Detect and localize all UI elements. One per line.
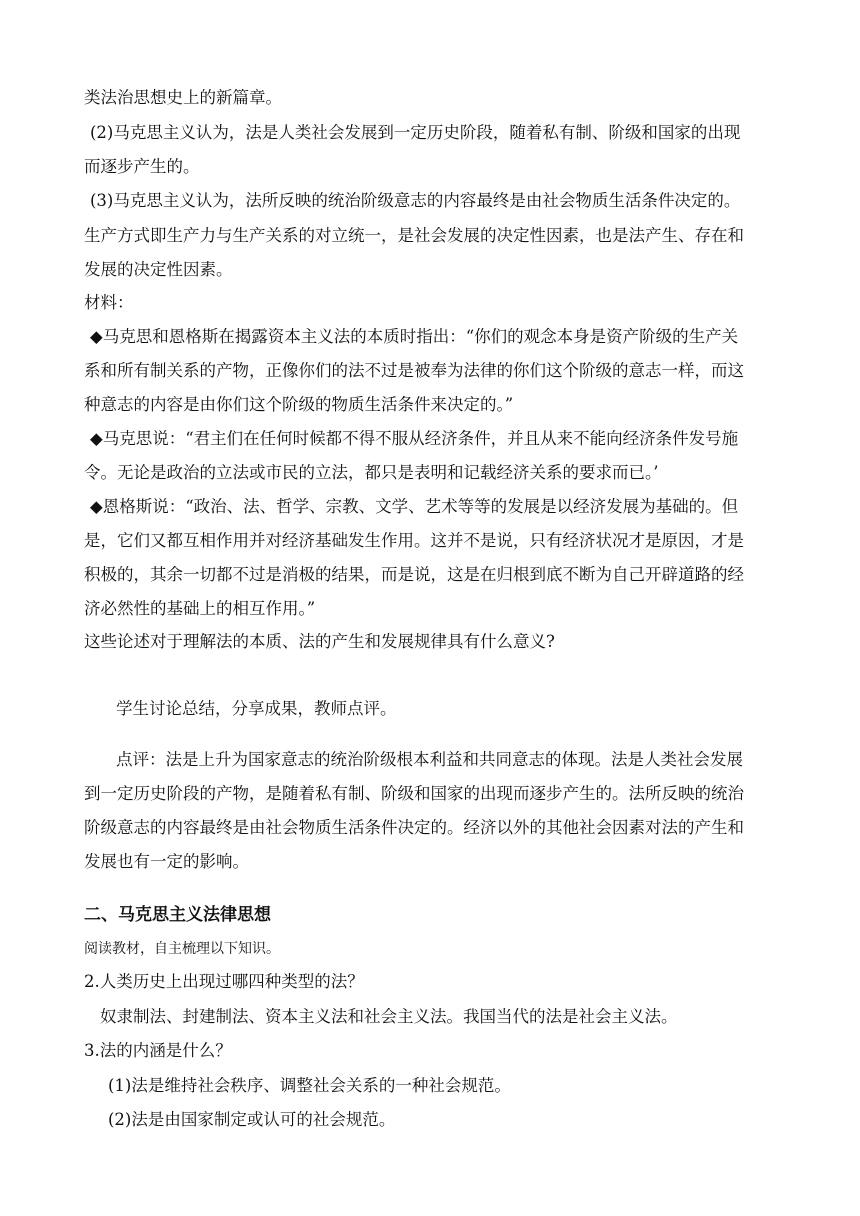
text-line: 积极的，其余一切都不过是消极的结果，而是说，这是在归根到底不断为自己开辟道路的经 — [84, 565, 744, 584]
text-line: 种意志的内容是由你们这个阶级的物质生活条件来决定的。” — [84, 395, 514, 414]
section-heading: 二、马克思主义法律思想 — [84, 905, 271, 925]
text-line: ◆马克思说：“君主们在任何时候都不得不服从经济条件，并且从来不能向经济条件发号施 — [90, 429, 739, 448]
text-line: ◆恩格斯说：“政治、法、哲学、宗教、文学、艺术等等的发展是以经济发展为基础的。但 — [90, 497, 739, 516]
text-line: 系和所有制关系的产物，正像你们的法不过是被奉为法律的你们这个阶级的意志一样，而这 — [84, 361, 744, 380]
text-line: 济必然性的基础上的相互作用。” — [84, 599, 316, 618]
text-line: 令。无论是政治的立法或市民的立法，都只是表明和记载经济关系的要求而已。’ — [84, 463, 659, 482]
comment-line: 阶级意志的内容最终是由社会物质生活条件决定的。经济以外的其他社会因素对法的产生和 — [84, 818, 744, 837]
text-line: 材料： — [84, 293, 134, 312]
text-line: 学生讨论总结，分享成果，教师点评。 — [116, 699, 397, 718]
question-line: 这些论述对于理解法的本质、法的产生和发展规律具有什么意义? — [84, 632, 555, 651]
text-line: 生产方式即生产力与生产关系的对立统一，是社会发展的决定性因素，也是法产生、存在和 — [84, 226, 744, 245]
text-line: 类法治思想史上的新篇章。 — [84, 88, 282, 107]
text-line: 是，它们又都互相作用并对经济基础发生作用。这并不是说，只有经济状况才是原因，才是 — [84, 531, 744, 550]
text-line: 发展的决定性因素。 — [84, 260, 233, 279]
answer-line: 奴隶制法、封建制法、资本主义法和社会主义法。我国当代的法是社会主义法。 — [100, 1007, 678, 1026]
question-line: 3.法的内涵是什么？ — [84, 1041, 232, 1060]
text-line: (2)马克思主义认为，法是人类社会发展到一定历史阶段，随着私有制、阶级和国家的出现 — [90, 123, 741, 142]
comment-line: 点评：法是上升为国家意志的统治阶级根本利益和共同意志的体现。法是人类社会发展 — [116, 750, 743, 769]
comment-line: 发展也有一定的影响。 — [84, 852, 249, 871]
text-line: 而逐步产生的。 — [84, 157, 200, 176]
comment-line: 到一定历史阶段的产物，是随着私有制、阶级和国家的出现而逐步产生的。法所反映的统治 — [84, 784, 744, 803]
question-line: 2.人类历史上出现过哪四种类型的法？ — [84, 972, 364, 991]
answer-line: (1)法是维持社会秩序、调整社会关系的一种社会规范。 — [108, 1076, 511, 1095]
text-line: ◆马克思和恩格斯在揭露资本主义法的本质时指出：“你们的观念本身是资产阶级的生产关 — [90, 327, 739, 346]
instruction-line: 阅读教材，自主梳理以下知识。 — [84, 941, 280, 957]
text-line: (3)马克思主义认为，法所反映的统治阶级意志的内容最终是由社会物质生活条件决定的。 — [90, 191, 741, 210]
answer-line: (2)法是由国家制定或认可的社会规范。 — [108, 1110, 396, 1129]
